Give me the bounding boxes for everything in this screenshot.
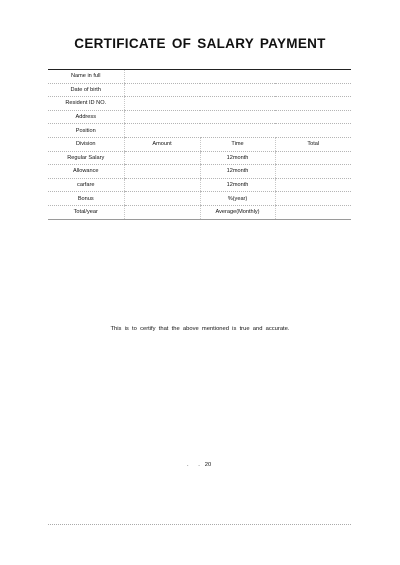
row-position	[48, 124, 351, 138]
carfare-time: 12month	[200, 178, 275, 192]
header-time: Time	[200, 137, 275, 151]
total-year-label: Total/year	[48, 205, 124, 219]
salary-certificate-form	[48, 69, 351, 220]
header-division: Division	[48, 137, 124, 151]
row-name	[48, 70, 351, 84]
allowance-total[interactable]	[275, 165, 351, 179]
row-regular-salary	[48, 151, 351, 165]
position-label: Position	[48, 124, 124, 138]
total-year-total[interactable]	[275, 205, 351, 219]
regular-salary-time: 12month	[200, 151, 275, 165]
row-carfare	[48, 178, 351, 192]
row-resident-id	[48, 97, 351, 111]
salary-header-row	[48, 137, 351, 151]
allowance-amount[interactable]	[124, 165, 200, 179]
allowance-label: Allowance	[48, 165, 124, 179]
allowance-time: 12month	[200, 165, 275, 179]
footer-divider	[48, 524, 351, 525]
resident-id-field[interactable]	[124, 97, 351, 111]
name-label: Name in full	[48, 70, 124, 84]
bonus-total[interactable]	[275, 192, 351, 206]
bonus-label: Bonus	[48, 192, 124, 206]
row-bonus	[48, 192, 351, 206]
row-date-of-birth	[48, 83, 351, 97]
certification-statement: This is to certify that the above mentioned is true and accurate.	[110, 326, 290, 332]
position-field[interactable]	[124, 124, 351, 138]
row-total-year	[48, 205, 351, 219]
date-of-birth-label: Date of birth	[48, 83, 124, 97]
header-amount: Amount	[124, 137, 200, 151]
date-of-birth-field[interactable]	[124, 83, 351, 97]
regular-salary-amount[interactable]	[124, 151, 200, 165]
total-year-amount[interactable]	[124, 205, 200, 219]
carfare-amount[interactable]	[124, 178, 200, 192]
issue-date-line: . . 20	[187, 462, 212, 468]
carfare-label: carfare	[48, 178, 124, 192]
document-title: CERTIFICATE OF SALARY PAYMENT	[74, 36, 326, 51]
resident-id-label: Resident ID NO.	[48, 97, 124, 111]
address-field[interactable]	[124, 110, 351, 124]
bonus-amount[interactable]	[124, 192, 200, 206]
regular-salary-label: Regular Salary	[48, 151, 124, 165]
address-label: Address	[48, 110, 124, 124]
carfare-total[interactable]	[275, 178, 351, 192]
row-address	[48, 110, 351, 124]
total-year-time: Average(Monthly)	[200, 205, 275, 219]
bonus-time: %(year)	[200, 192, 275, 206]
row-allowance	[48, 165, 351, 179]
regular-salary-total[interactable]	[275, 151, 351, 165]
header-total: Total	[275, 137, 351, 151]
name-field[interactable]	[124, 70, 351, 84]
